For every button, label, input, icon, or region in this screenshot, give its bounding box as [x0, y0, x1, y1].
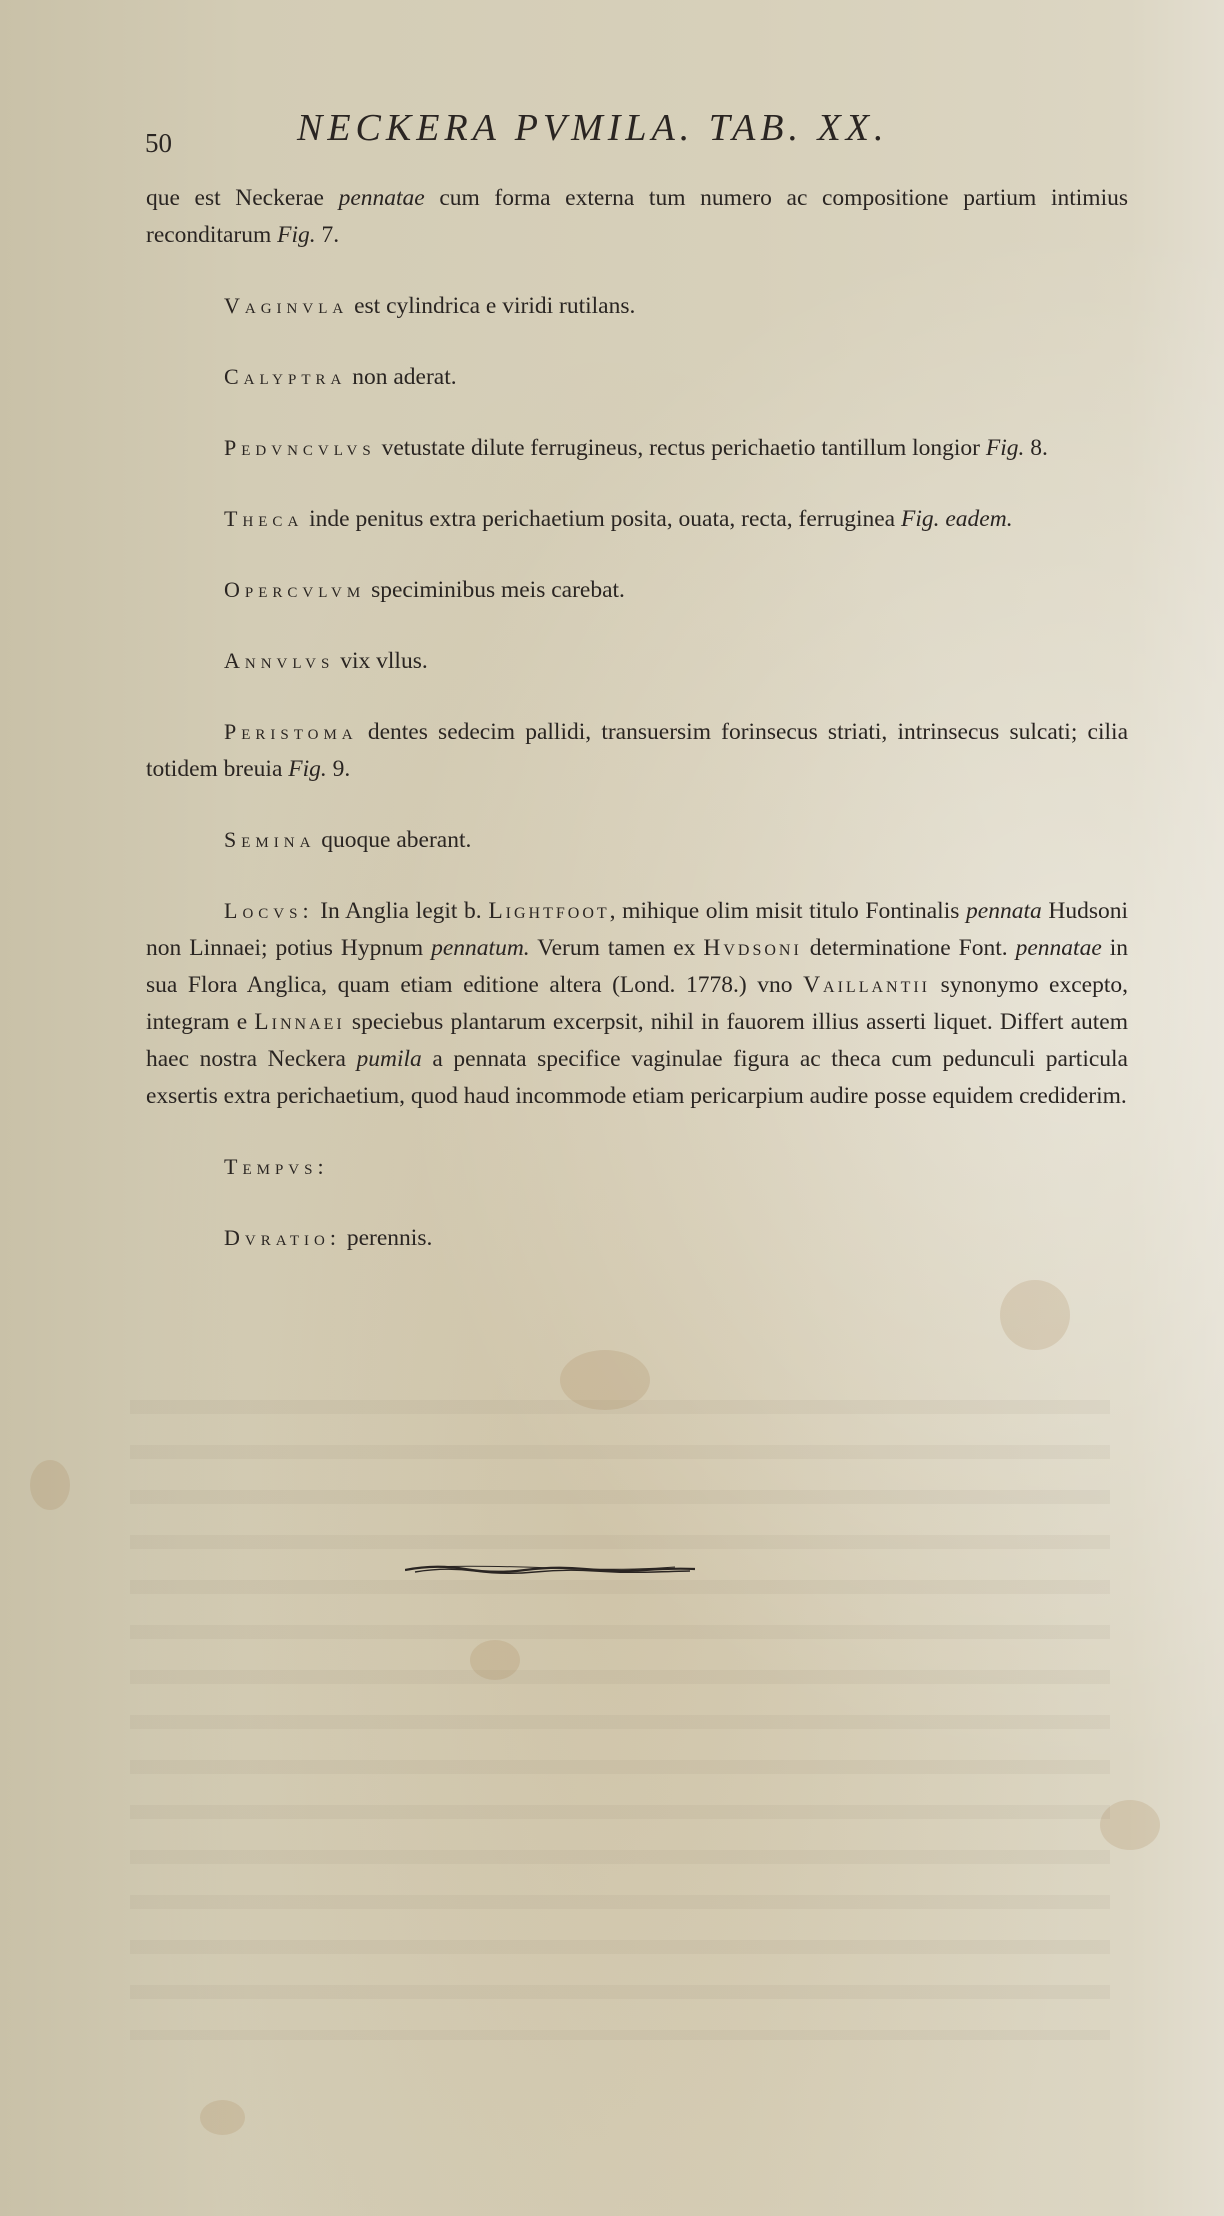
paragraph-theca: Theca inde penitus extra perichaetium posita, ouata, recta, ferruginea Fig. eadem.: [224, 506, 1013, 532]
section-label: Tempvs:: [224, 1154, 329, 1179]
foxing-stain: [1100, 1800, 1160, 1850]
section-label: Pedvncvlvs: [224, 435, 376, 460]
person-name: Linnaei: [254, 1009, 345, 1035]
paragraph-tempus: [146, 1148, 1128, 1186]
paragraph-peristoma: Peristoma dentes sedecim pallidi, transuersim forinsecus striati, intrinsecus sulcati; cilia totidem breuia Fig. 9.: [146, 719, 1128, 782]
section-label: Opercvlvm: [224, 577, 366, 602]
paragraph-annulus: Annvlvs vix vllus.: [224, 648, 428, 674]
paragraph-pedunculus: Pedvncvlvs vetustate dilute ferrugineus, rectus perichaetio tantillum longior Fig. 8.: [224, 435, 1048, 461]
foxing-stain: [1000, 1280, 1070, 1350]
paragraph-calyptra: Calyptra non aderat.: [224, 364, 457, 390]
main-text: [146, 180, 1128, 1290]
section-label: Semina: [224, 827, 316, 852]
running-title: NECKERA PVMILA. TAB. XX.: [297, 107, 889, 149]
person-name: Hvdsoni: [703, 935, 802, 961]
paragraph-operculum: Opercvlvm speciminibus meis carebat.: [224, 577, 625, 603]
section-label: Vaginvla: [224, 293, 349, 318]
paragraph-vaginula: Vaginvla est cylindrica e viridi rutilans.: [224, 293, 636, 319]
foxing-stain: [30, 1460, 70, 1510]
section-label: Calyptra: [224, 364, 347, 389]
foxing-stain: [200, 2100, 245, 2135]
paragraph-semina: Semina quoque aberant.: [224, 827, 472, 853]
section-label: Locvs:: [224, 898, 314, 923]
person-name: Vaillantii: [803, 972, 931, 998]
section-label: Peristoma: [224, 719, 358, 744]
paragraph-continuation: que est Neckerae pennatae cum forma externa tum numero ac compositione partium intimius reconditarum Fig. 7.: [146, 185, 1128, 248]
bleed-through-lines: [130, 1400, 1110, 2040]
running-header: [145, 100, 985, 160]
paragraph-duratio: Dvratio: perennis.: [224, 1225, 433, 1251]
foxing-stain: [560, 1350, 650, 1410]
page-number: 50: [145, 128, 172, 158]
paragraph-locus: Locvs: In Anglia legit b. Lightfoot, mihique olim misit titulo Fontinalis pennata Hudsoni non Linnaei; potius Hypnum pennatum. Verum tamen ex Hvdsoni determinatione Font. pennatae in sua Flora Anglica, quam etiam editione altera (Lond. 1778.) vno Vaillantii synonymo excepto, integram e Linnaei speciebus plantarum excerpsit, nihil in fauorem illius asserti liquet. Differt autem haec nostra Neckera pumila a pennata specifice vaginulae figura ac theca cum pedunculi particula exsertis extra perichaetium, quod haud incommode etiam pericarpium audire posse equidem crediderim.: [146, 898, 1129, 1109]
section-label: Dvratio:: [224, 1225, 341, 1250]
person-name: Lightfoot: [488, 898, 610, 924]
section-label: Theca: [224, 506, 304, 531]
foxing-stain: [470, 1640, 520, 1680]
ornamental-rule: [405, 1561, 695, 1579]
section-label: Annvlvs: [224, 648, 335, 673]
